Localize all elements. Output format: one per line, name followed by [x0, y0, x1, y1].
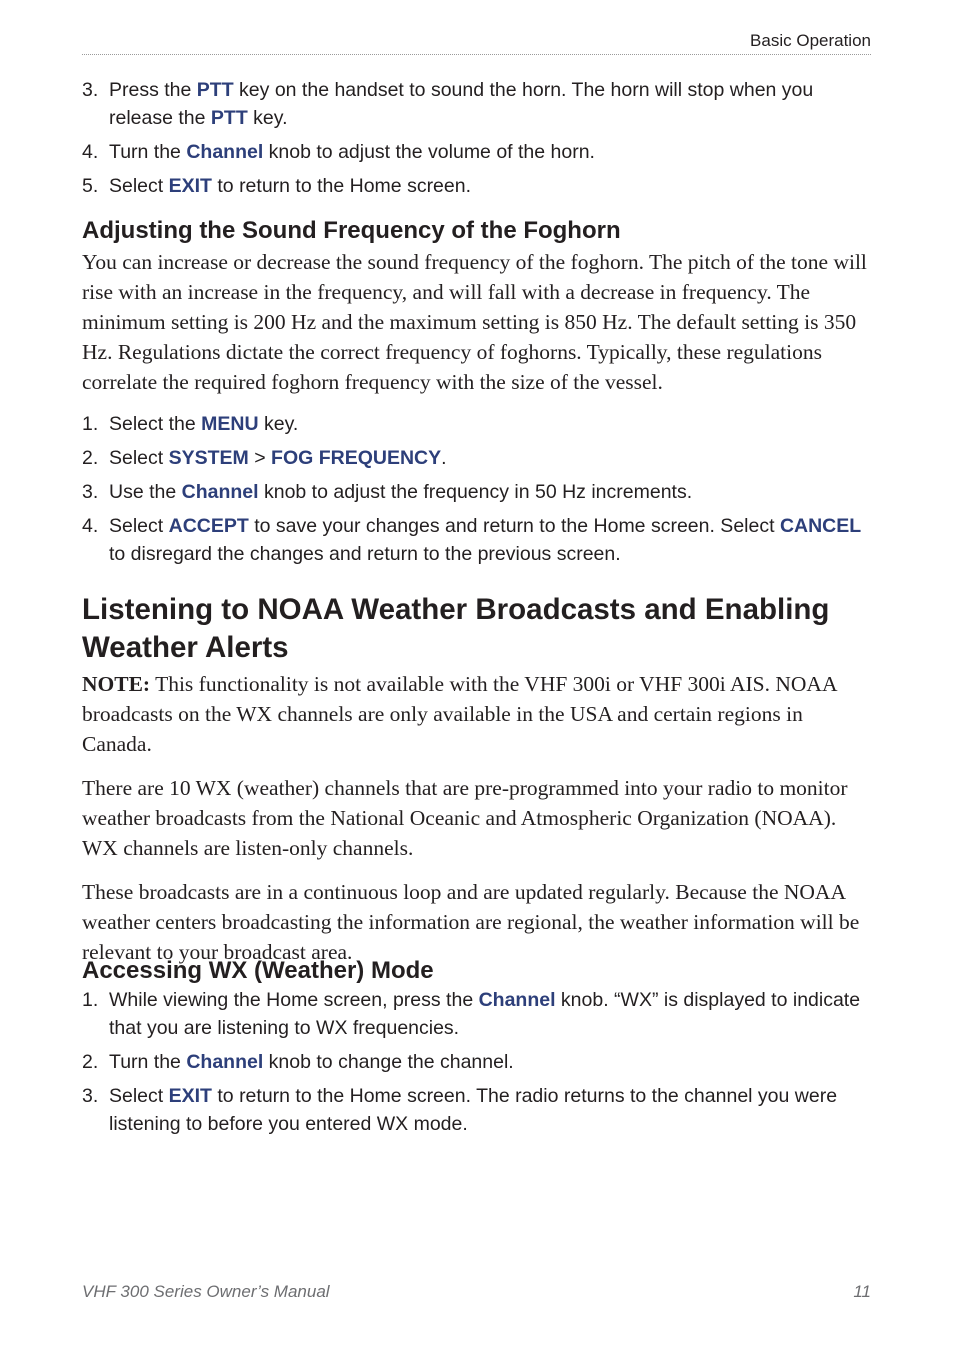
step-text: Select the: [109, 413, 202, 435]
step-list-horn: [82, 76, 874, 206]
section-heading-foghorn: Adjusting the Sound Frequency of the Foghorn: [82, 217, 621, 244]
note-label: NOTE:: [82, 672, 151, 696]
ui-keyword: SYSTEM: [168, 447, 249, 469]
list-item: [82, 444, 874, 472]
step-text: knob to change the channel.: [263, 1051, 514, 1073]
ui-keyword: CANCEL: [779, 515, 862, 537]
foghorn-paragraph: You can increase or decrease the sound frequency of the foghorn. The pitch of the tone will rise with an increase in the frequency, and will fall with a decrease in frequency. The minimum setting is 200 Hz and the maximum setting is 850 Hz. The default setting is 350 Hz. Regulations dictate the correct frequency of foghorns. Typically, these regulations correlate the required foghorn frequency with the size of the vessel.: [82, 250, 867, 394]
ui-keyword: MENU: [201, 413, 259, 435]
step-text: knob to adjust the volume of the horn.: [263, 141, 595, 163]
noaa-paragraph-1: There are 10 WX (weather) channels that are pre-programmed into your radio to monitor weather broadcasts from the National Oceanic and Atmospheric Organization (NOAA). WX channels are listen-only channels.: [82, 776, 848, 860]
step-text: knob to adjust the frequency in 50 Hz increments.: [258, 481, 693, 503]
list-item: [82, 76, 874, 132]
ui-keyword: EXIT: [168, 175, 212, 197]
step-text: While viewing the Home screen, press the: [109, 989, 479, 1011]
ui-keyword: ACCEPT: [168, 515, 249, 537]
note-text: This functionality is not available with the VHF 300i or VHF 300i AIS. NOAA broadcasts on the WX channels are only available in the USA and certain regions in Canada.: [82, 672, 837, 756]
step-number: 4.: [82, 141, 99, 163]
ordered-steps: [82, 986, 874, 1138]
step-number: 1.: [82, 413, 99, 435]
footer-manual-title: VHF 300 Series Owner’s Manual: [82, 1282, 330, 1301]
step-number: 3.: [82, 1085, 99, 1107]
ui-keyword: PTT: [210, 107, 248, 129]
step-text: Select: [109, 1085, 169, 1107]
step-number: 3.: [82, 481, 99, 503]
ui-keyword: Channel: [186, 141, 264, 163]
noaa-section: [82, 591, 874, 967]
section-heading-noaa: Listening to NOAA Weather Broadcasts and Enabling Weather Alerts: [82, 593, 830, 664]
ui-keyword: Channel: [478, 989, 556, 1011]
ordered-steps: [82, 410, 874, 568]
ui-keyword: Channel: [181, 481, 259, 503]
step-number: 2.: [82, 447, 99, 469]
wx-section: [82, 956, 874, 1144]
running-header: Basic Operation: [750, 31, 871, 50]
list-item: [82, 1082, 874, 1138]
step-text: Turn the: [109, 141, 187, 163]
noaa-paragraph-2: These broadcasts are in a continuous loop and are updated regularly. Because the NOAA weather centers broadcasting the information are regional, the weather information will be relevant to your broadcast area.: [82, 880, 860, 964]
step-text: Select: [109, 447, 169, 469]
step-text: Use the: [109, 481, 182, 503]
step-number: 1.: [82, 989, 99, 1011]
step-text: to return to the Home screen. The radio returns to the channel you were listening to before you entered WX mode.: [109, 1085, 838, 1135]
step-text: Select: [109, 175, 169, 197]
step-text: Select: [109, 515, 169, 537]
step-text: Press the: [109, 79, 197, 101]
note-paragraph: [82, 669, 874, 759]
list-item: [82, 410, 874, 438]
step-text: >: [248, 447, 272, 469]
ui-keyword: Channel: [186, 1051, 264, 1073]
step-text: key.: [247, 107, 288, 129]
step-number: 5.: [82, 175, 99, 197]
step-text: .: [441, 447, 447, 469]
list-item: [82, 512, 874, 568]
step-text: key on the handset to sound the horn. The horn will stop when you release the: [109, 79, 814, 129]
list-item: [82, 172, 874, 200]
step-number: 4.: [82, 515, 99, 537]
ordered-steps: [82, 76, 874, 200]
header-divider: [82, 54, 871, 55]
step-text: key.: [258, 413, 299, 435]
list-item: [82, 138, 874, 166]
page-number: 11: [853, 1282, 871, 1301]
step-text: to save your changes and return to the Home screen. Select: [248, 515, 780, 537]
step-text: Turn the: [109, 1051, 187, 1073]
step-list-frequency: [82, 410, 874, 574]
foghorn-section: [82, 216, 874, 397]
step-number: 3.: [82, 79, 99, 101]
list-item: [82, 478, 874, 506]
step-text: to disregard the changes and return to the previous screen.: [109, 543, 621, 565]
step-text: to return to the Home screen.: [211, 175, 472, 197]
list-item: [82, 986, 874, 1042]
list-item: [82, 1048, 874, 1076]
step-text: knob. “WX” is displayed to indicate that you are listening to WX frequencies.: [109, 989, 861, 1039]
ui-keyword: EXIT: [168, 1085, 212, 1107]
section-heading-wx: Accessing WX (Weather) Mode: [82, 957, 434, 984]
step-number: 2.: [82, 1051, 99, 1073]
ui-keyword: FOG FREQUENCY: [271, 447, 442, 469]
ui-keyword: PTT: [196, 79, 234, 101]
